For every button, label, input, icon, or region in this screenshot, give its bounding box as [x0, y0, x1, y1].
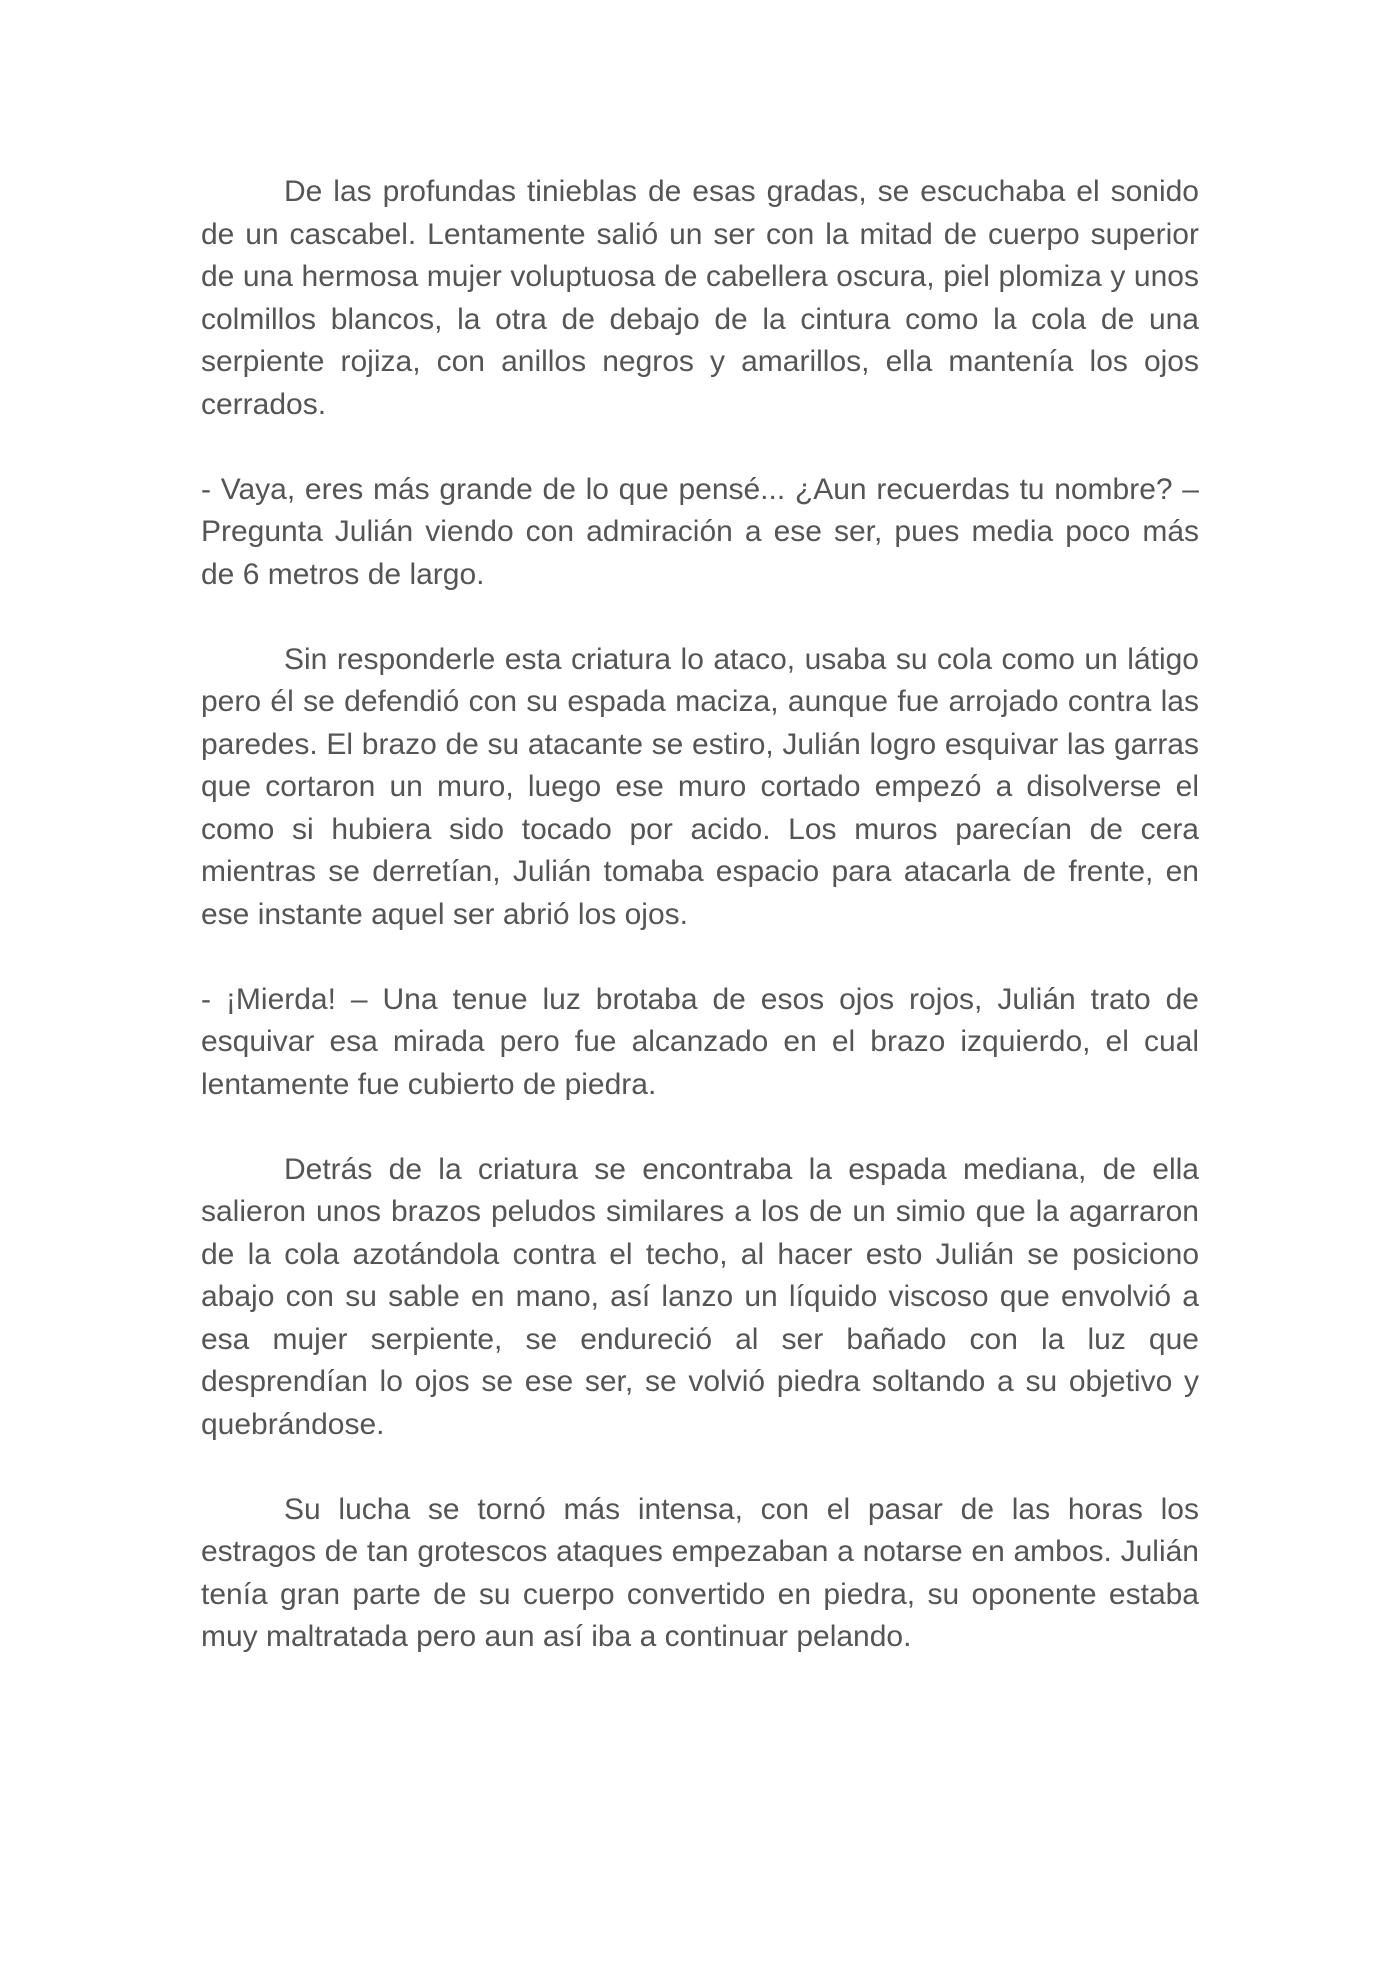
- paragraph-6: Su lucha se tornó más intensa, con el pasar de las horas los estragos de tan grotescos ataques empezaban a notarse en ambos. Julián tenía gran parte de su cuerpo convertido en piedra, su oponente estaba muy maltratada pero aun así iba a continuar pelando.: [201, 1492, 1199, 1653]
- paragraph-5: Detrás de la criatura se encontraba la espada mediana, de ella salieron unos brazos peludos similares a los de un simio que la agarraron de la cola azotándola contra el techo, al hacer esto Julián se posiciono abajo con su sable en mano, así lanzo un líquido viscoso que envolvió a esa mujer serpiente, se endureció al ser bañado con la luz que desprendían lo ojos se ese ser, se volvió piedra soltando a su objetivo y quebrándose.: [201, 1152, 1199, 1441]
- paragraph-4-dialogue: - ¡Mierda! – Una tenue luz brotaba de esos ojos rojos, Julián trato de esquivar esa mirada pero fue alcanzado en el brazo izquierdo, el cual lentamente fue cubierto de piedra.: [201, 982, 1199, 1101]
- paragraph-3: Sin responderle esta criatura lo ataco, usaba su cola como un látigo pero él se defendió con su espada maciza, aunque fue arrojado contra las paredes. El brazo de su atacante se estiro, Julián logro esquivar las garras que cortaron un muro, luego ese muro cortado empezó a disolverse el como si hubiera sido tocado por acido. Los muros parecían de cera mientras se derretían, Julián tomaba espacio para atacarla de frente, en ese instante aquel ser abrió los ojos.: [201, 642, 1199, 931]
- paragraph-1: De las profundas tinieblas de esas gradas, se escuchaba el sonido de un cascabel. Lentamente salió un ser con la mitad de cuerpo superior de una hermosa mujer voluptuosa de cabellera oscura, piel plomiza y unos colmillos blancos, la otra de debajo de la cintura como la cola de una serpiente rojiza, con anillos negros y amarillos, ella mantenía los ojos cerrados.: [201, 175, 1199, 421]
- paragraph-2-dialogue: - Vaya, eres más grande de lo que pensé... ¿Aun recuerdas tu nombre? – Pregunta Julián viendo con admiración a ese ser, pues media poco más de 6 metros de largo.: [201, 472, 1199, 591]
- body-text: [201, 171, 1199, 1659]
